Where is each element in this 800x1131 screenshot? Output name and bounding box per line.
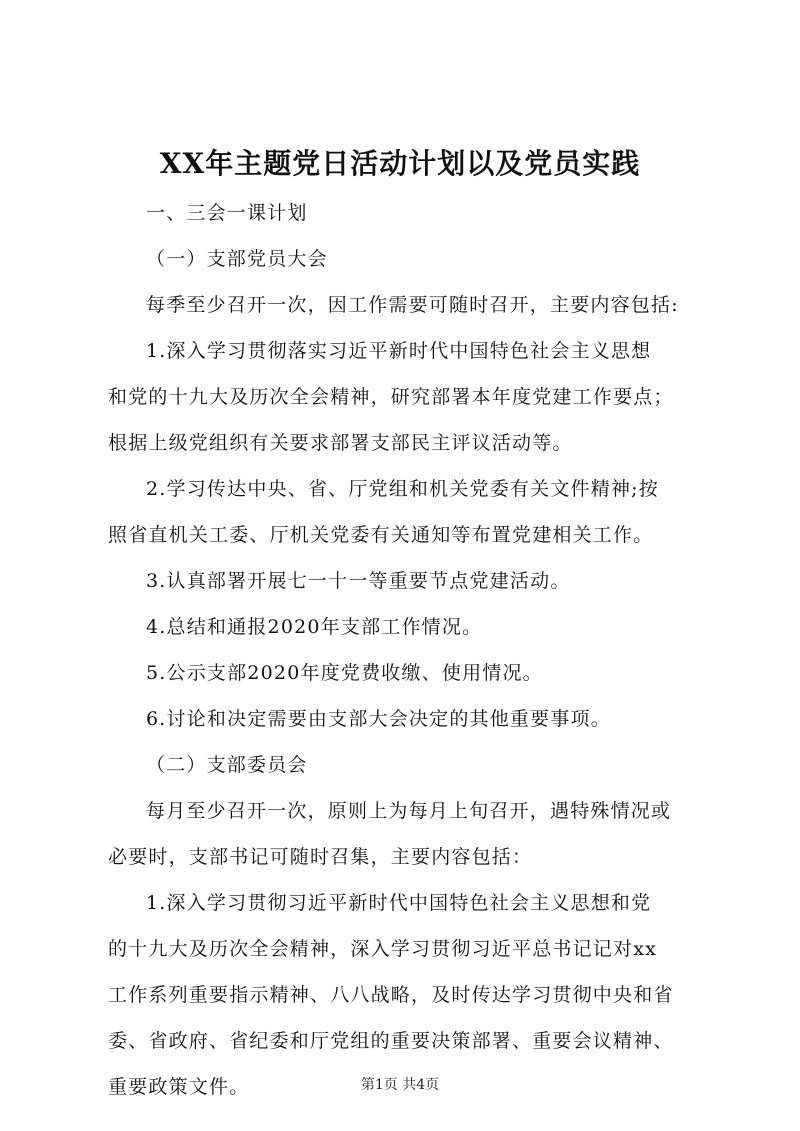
list-item-line: 5.公示支部2020年度党费收缴、使用情况。	[146, 662, 543, 684]
list-item-line: 的十九大及历次全会精神，深入学习贯彻习近平总书记记对xx	[108, 938, 658, 960]
paragraph-line: 每月至少召开一次，原则上为每月上旬召开，遇特殊情况或	[146, 800, 672, 822]
list-item-line: 3.认真部署开展七一十一等重要节点党建活动。	[146, 570, 571, 592]
list-item-line: 6.讨论和决定需要由支部大会决定的其他重要事项。	[146, 708, 611, 730]
section-heading: 一、三会一课计划	[146, 202, 308, 224]
list-item-line: 1.深入学习贯彻落实习近平新时代中国特色社会主义思想	[146, 340, 652, 362]
list-item-line: 4.总结和通报2020年支部工作情况。	[146, 616, 483, 638]
list-item-line: 和党的十九大及历次全会精神，研究部署本年度党建工作要点；	[108, 386, 674, 408]
document-body	[108, 190, 708, 1110]
list-item-line: 委、省政府、省纪委和厅党组的重要决策部署、重要会议精神、	[108, 1030, 674, 1052]
document-title: XX年主题党日活动计划以及党员实践	[159, 147, 641, 180]
list-item-line: 重要政策文件。	[108, 1076, 250, 1098]
list-item-line: 工作系列重要指示精神、八八战略，及时传达学习贯彻中央和省	[108, 984, 674, 1006]
paragraph-line: 必要时，支部书记可随时召集，主要内容包括：	[108, 846, 533, 868]
list-item-line: 照省直机关工委、厅机关党委有关通知等布置党建相关工作。	[108, 524, 654, 546]
page-footer: 第1页 共4页	[360, 1077, 440, 1093]
paragraph-line: 每季至少召开一次，因工作需要可随时召开，主要内容包括:	[146, 294, 679, 316]
subsection-heading: （二）支部委员会	[146, 754, 308, 776]
list-item-line: 根据上级党组织有关要求部署支部民主评议活动等。	[108, 432, 573, 454]
subsection-heading: （一）支部党员大会	[146, 248, 328, 270]
list-item-line: 2.学习传达中央、省、厅党组和机关党委有关文件精神;按	[146, 478, 659, 500]
list-item-line: 1.深入学习贯彻习近平新时代中国特色社会主义思想和党	[146, 892, 652, 914]
